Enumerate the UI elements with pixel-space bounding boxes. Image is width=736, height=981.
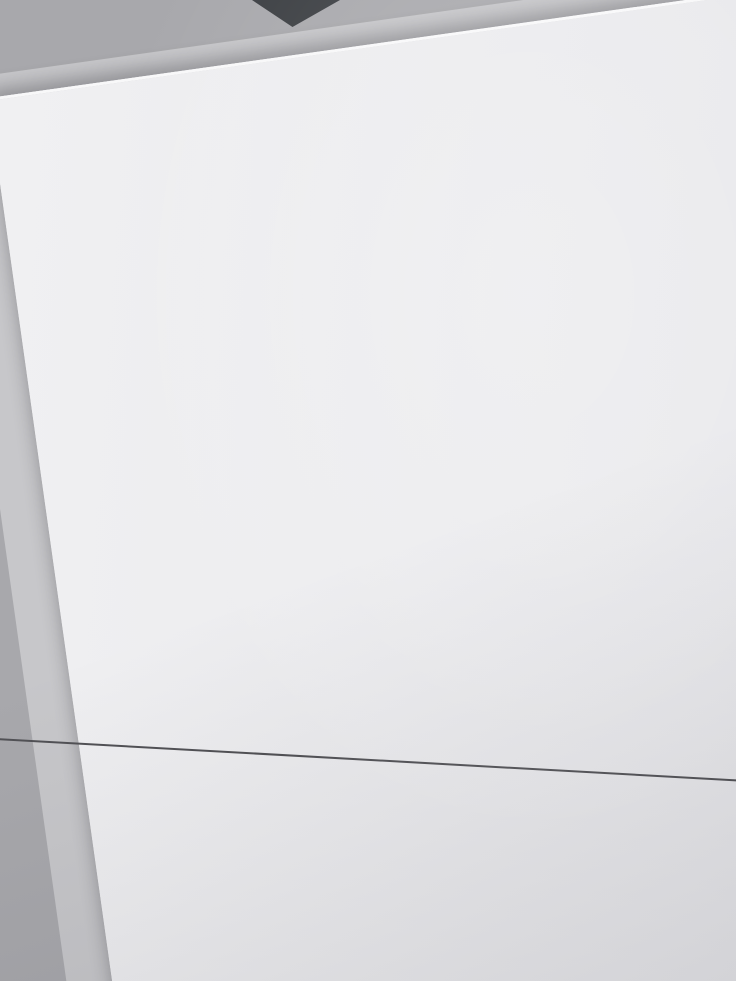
top-index-section [12, 162, 736, 203]
page-content [0, 86, 736, 981]
section-divider [0, 736, 736, 783]
dark-gap-wedge [252, 0, 340, 27]
